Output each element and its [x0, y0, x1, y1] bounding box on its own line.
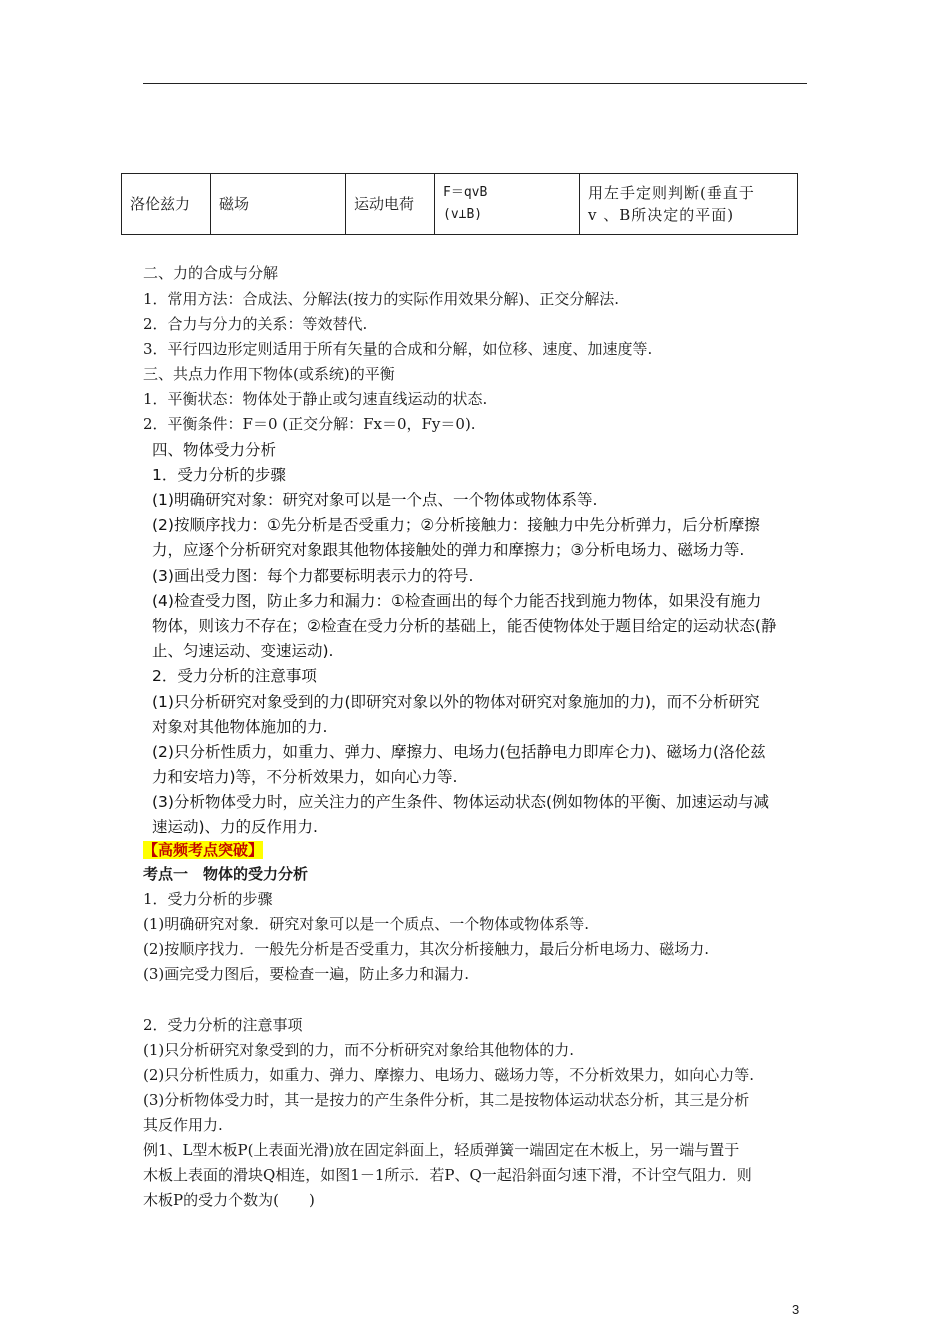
text-line: 1．受力分析的步骤 [143, 890, 273, 908]
text-line: (3)画出受力图：每个力都要标明表示力的符号. [152, 567, 474, 585]
text-line: (1)只分析研究对象受到的力(即研究对象以外的物体对研究对象施加的力)，而不分析研究 [152, 693, 760, 711]
example-line: 木板P的受力个数为( ) [143, 1191, 315, 1209]
table-cell-force: 洛伦兹力 [122, 174, 211, 235]
text-line: (1)只分析研究对象受到的力，而不分析研究对象给其他物体的力. [143, 1041, 575, 1059]
text-line: 止、匀速运动、变速运动). [152, 642, 334, 660]
table-cell-direction [580, 174, 798, 235]
table-row [122, 174, 798, 235]
section-heading: 三、共点力作用下物体(或系统)的平衡 [143, 365, 395, 383]
formula-line: F＝qvB [443, 185, 488, 200]
direction-line-1: 用左手定则判断(垂直于 [588, 184, 755, 202]
text-line: (3)画完受力图后，要检查一遍，防止多力和漏力. [143, 965, 470, 983]
section-heading: 四、物体受力分析 [152, 441, 277, 459]
text-line: 其反作用力. [143, 1116, 223, 1134]
highlight-heading [143, 840, 263, 860]
page-number: 3 [792, 1302, 800, 1317]
text-line: 力，应逐个分析研究对象跟其他物体接触处的弹力和摩擦力；③分析电场力、磁场力等. [152, 541, 745, 559]
text-line: 速运动)、力的反作用力. [152, 818, 318, 836]
text-line: (4)检查受力图，防止多力和漏力：①检查画出的每个力能否找到施力物体，如果没有施力 [152, 592, 762, 610]
table-cell-object: 运动电荷 [346, 174, 435, 235]
highlight-label: 【高频考点突破】 [143, 841, 264, 859]
text-line: 对象对其他物体施加的力. [152, 718, 328, 736]
table-cell-field: 磁场 [211, 174, 346, 235]
text-line: (1)明确研究对象：研究对象可以是一个点、一个物体或物体系等. [152, 491, 598, 509]
text-line: (2)按顺序找力：①先分析是否受重力；②分析接触力：接触力中先分析弹力，后分析摩擦 [152, 516, 760, 534]
text-line: 物体，则该力不存在；②检查在受力分析的基础上，能否使物体处于题目给定的运动状态(静 [152, 617, 777, 635]
text-line: 力和安培力)等，不分析效果力，如向心力等. [152, 768, 458, 786]
force-table [121, 173, 798, 235]
text-line: 2．合力与分力的关系：等效替代. [143, 315, 368, 333]
text-line: 1．常用方法：合成法、分解法(按力的实际作用效果分解)、正交分解法. [143, 290, 620, 308]
text-line: (3)分析物体受力时，应关注力的产生条件、物体运动状态(例如物体的平衡、加速运动与减 [152, 793, 770, 811]
text-line: (2)按顺序找力．一般先分析是否受重力，其次分析接触力，最后分析电场力、磁场力. [143, 940, 710, 958]
formula-condition: (v⊥B) [443, 207, 483, 222]
text-line: 2．平衡条件：F＝0 (正交分解：Fx＝0，Fy＝0). [143, 415, 476, 433]
header-rule [143, 83, 807, 84]
section-heading: 二、力的合成与分解 [143, 264, 279, 282]
subsection-heading: 考点一 物体的受力分析 [143, 865, 309, 883]
text-line: 2．受力分析的注意事项 [143, 1016, 303, 1034]
table-cell-formula [435, 174, 580, 235]
text-line: (3)分析物体受力时，其一是按力的产生条件分析，其二是按物体运动状态分析，其三是分析 [143, 1091, 750, 1109]
example-line: 例1、L型木板P(上表面光滑)放在固定斜面上，轻质弹簧一端固定在木板上，另一端与置于 [143, 1141, 740, 1159]
text-line: 2．受力分析的注意事项 [152, 667, 317, 685]
direction-line-2: v 、B所决定的平面) [588, 206, 735, 224]
text-line: (1)明确研究对象．研究对象可以是一个质点、一个物体或物体系等. [143, 915, 590, 933]
example-line: 木板上表面的滑块Q相连，如图1－1所示．若P、Q一起沿斜面匀速下滑，不计空气阻力．则 [143, 1166, 752, 1184]
text-line: 1．平衡状态：物体处于静止或匀速直线运动的状态. [143, 390, 488, 408]
text-line: (2)只分析性质力，如重力、弹力、摩擦力、电场力(包括静电力即库仑力)、磁场力(洛伦兹 [152, 743, 766, 761]
text-line: 3．平行四边形定则适用于所有矢量的合成和分解，如位移、速度、加速度等. [143, 340, 653, 358]
text-line: (2)只分析性质力，如重力、弹力、摩擦力、电场力、磁场力等，不分析效果力，如向心力等. [143, 1066, 755, 1084]
text-line: 1．受力分析的步骤 [152, 466, 286, 484]
